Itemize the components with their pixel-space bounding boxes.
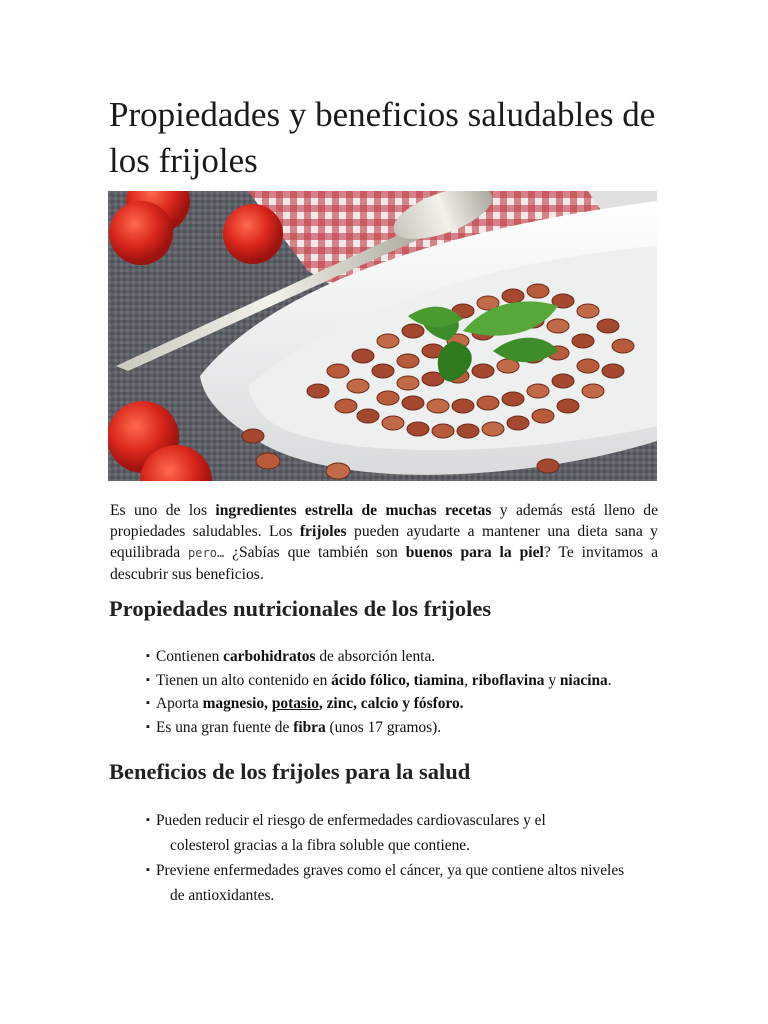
intro-bold-ingredients: ingredientes estrella de muchas recetas	[215, 502, 492, 519]
benefits-list	[146, 808, 658, 908]
item-text: Previene enfermedades graves como el cáncer, ya que contiene altos niveles	[156, 862, 625, 879]
heading-properties: Propiedades nutricionales de los frijoles	[109, 596, 492, 621]
properties-list	[146, 645, 666, 739]
item-text: Pueden reducir el riesgo de enfermedades cardiovasculares y el	[156, 812, 546, 829]
intro-text-2: y además está lleno de propiedades saludables. Los	[110, 502, 659, 540]
intro-small-pero: pero…	[188, 546, 225, 560]
item-text: Tienen un alto contenido en	[156, 671, 332, 689]
page-title: Propiedades y beneficios saludables de los frijoles	[109, 95, 656, 180]
item-bold: ácido fólico, tiamina	[331, 671, 465, 689]
item-bold: riboflavina	[471, 671, 545, 689]
list-item	[146, 716, 666, 740]
item-bold: , zinc, calcio y fósforo.	[318, 695, 464, 712]
item-text: Contienen	[156, 648, 224, 665]
intro-paragraph	[110, 500, 658, 585]
item-text-continued: de antioxidantes.	[170, 887, 275, 904]
item-bold: niacina	[559, 671, 608, 689]
item-text: Es una gran fuente de	[156, 718, 294, 736]
list-item	[146, 808, 658, 858]
item-text: .	[607, 671, 612, 689]
intro-text-5: ? Te invitamos a descubrir sus beneficios.	[110, 544, 658, 583]
item-text: ,	[464, 671, 472, 689]
intro-text-3: pueden ayudarte a mantener una dieta sana y equilibrada	[110, 523, 658, 561]
intro-text-4: ¿Sabías que también son	[224, 544, 406, 561]
list-item	[146, 692, 666, 716]
item-bold: carbohidratos	[223, 648, 316, 665]
item-text-continued: colesterol gracias a la fibra soluble que contiene.	[170, 837, 470, 854]
intro-bold-frijoles: frijoles	[299, 523, 347, 540]
item-bold: fibra	[293, 718, 326, 736]
item-text: de absorción lenta.	[315, 648, 436, 665]
list-item	[146, 645, 666, 669]
intro-text-1: Es uno de los	[110, 502, 216, 519]
item-text: Aporta	[156, 695, 203, 712]
list-item	[146, 669, 666, 693]
beans-photo	[108, 191, 657, 481]
item-bold-underlined: potasio	[271, 695, 319, 712]
intro-bold-piel: buenos para la piel	[405, 544, 544, 561]
list-item	[146, 858, 658, 908]
item-text: y	[544, 671, 560, 689]
item-text: (unos 17 gramos).	[325, 718, 442, 736]
beans-image	[108, 191, 657, 481]
heading-benefits: Beneficios de los frijoles para la salud	[109, 759, 471, 784]
item-bold: magnesio,	[202, 695, 272, 712]
